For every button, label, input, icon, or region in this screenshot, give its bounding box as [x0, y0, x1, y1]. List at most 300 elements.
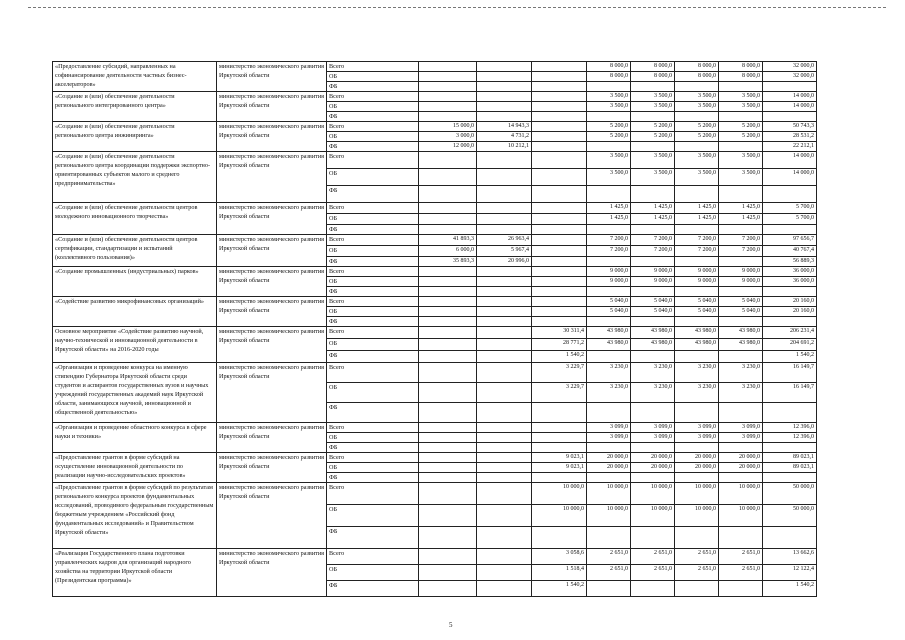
amount-cell	[675, 581, 719, 597]
measure-name: «Создание и (или) обеспечение деятельности регионального центра инжиниринга»	[53, 122, 217, 152]
amount-cell	[675, 351, 719, 363]
amount-cell	[532, 203, 587, 214]
amount-cell: 50 000,0	[763, 505, 817, 527]
funding-source: ФБ	[327, 257, 419, 267]
amount-cell	[631, 351, 675, 363]
amount-cell: 7 200,0	[631, 235, 675, 246]
executor-cell: министерство экономического развития Иркутской области	[217, 297, 327, 327]
table-row	[53, 122, 817, 132]
amount-cell: 8 000,0	[719, 62, 763, 72]
funding-source: ОБ	[327, 246, 419, 257]
amount-cell: 6 000,0	[419, 246, 477, 257]
amount-cell: 3 500,0	[587, 102, 631, 112]
amount-cell	[532, 169, 587, 186]
amount-cell: 50 743,3	[763, 122, 817, 132]
amount-cell: 8 000,0	[631, 72, 675, 82]
amount-cell: 10 000,0	[631, 483, 675, 505]
amount-cell	[477, 383, 532, 403]
funding-source: ОБ	[327, 214, 419, 225]
amount-cell	[419, 317, 477, 327]
funding-source: ОБ	[327, 72, 419, 82]
amount-cell	[419, 423, 477, 433]
amount-cell: 9 023,1	[532, 453, 587, 463]
amount-cell	[719, 473, 763, 483]
amount-cell: 1 540,2	[763, 581, 817, 597]
amount-cell	[532, 473, 587, 483]
amount-cell	[587, 257, 631, 267]
amount-cell: 2 651,0	[675, 549, 719, 565]
amount-cell: 9 023,1	[532, 463, 587, 473]
amount-cell	[419, 277, 477, 287]
funding-source: Всего	[327, 297, 419, 307]
amount-cell	[532, 72, 587, 82]
amount-cell	[675, 317, 719, 327]
amount-cell: 43 980,0	[631, 327, 675, 339]
amount-cell: 8 000,0	[587, 62, 631, 72]
funding-source: ФБ	[327, 527, 419, 549]
executor-cell: министерство экономического развития Иркутской области	[217, 122, 327, 152]
measure-name: «Создание и (или) обеспечение деятельности регионального центра координации поддержки экспортно-ориентированных субъектов малого и среднего предпринимательства»	[53, 152, 217, 203]
funding-source: Всего	[327, 62, 419, 72]
executor-cell: министерство экономического развития Иркутской области	[217, 152, 327, 203]
amount-cell	[477, 72, 532, 82]
amount-cell	[631, 287, 675, 297]
amount-cell: 3 500,0	[719, 102, 763, 112]
amount-cell: 30 311,4	[532, 327, 587, 339]
amount-cell: 3 500,0	[631, 152, 675, 169]
amount-cell	[763, 443, 817, 453]
amount-cell: 1 425,0	[631, 203, 675, 214]
amount-cell: 43 980,0	[719, 327, 763, 339]
amount-cell	[419, 549, 477, 565]
amount-cell: 20 000,0	[631, 463, 675, 473]
table-row	[53, 203, 817, 214]
amount-cell: 1 425,0	[587, 214, 631, 225]
amount-cell: 3 500,0	[587, 169, 631, 186]
amount-cell: 3 500,0	[675, 92, 719, 102]
amount-cell	[532, 214, 587, 225]
amount-cell	[419, 72, 477, 82]
amount-cell	[477, 307, 532, 317]
amount-cell: 13 662,6	[763, 549, 817, 565]
funding-source: Всего	[327, 152, 419, 169]
executor-cell: министерство экономического развития Иркутской области	[217, 92, 327, 122]
amount-cell	[419, 307, 477, 317]
amount-cell	[477, 82, 532, 92]
amount-cell	[477, 483, 532, 505]
amount-cell	[477, 423, 532, 433]
amount-cell: 3 099,0	[675, 423, 719, 433]
amount-cell: 36 000,0	[763, 267, 817, 277]
amount-cell	[719, 225, 763, 235]
table-row	[53, 267, 817, 277]
amount-cell: 3 229,7	[532, 363, 587, 383]
amount-cell: 1 425,0	[587, 203, 631, 214]
amount-cell	[631, 473, 675, 483]
amount-cell	[587, 142, 631, 152]
amount-cell: 10 000,0	[675, 483, 719, 505]
amount-cell: 3 229,7	[532, 383, 587, 403]
funding-source: ФБ	[327, 82, 419, 92]
amount-cell: 20 000,0	[587, 463, 631, 473]
amount-cell: 14 000,0	[763, 169, 817, 186]
amount-cell	[532, 112, 587, 122]
amount-cell: 20 000,0	[675, 453, 719, 463]
amount-cell	[419, 327, 477, 339]
funding-source: ФБ	[327, 443, 419, 453]
amount-cell	[631, 581, 675, 597]
amount-cell	[532, 307, 587, 317]
amount-cell: 4 731,2	[477, 132, 532, 142]
amount-cell	[631, 317, 675, 327]
amount-cell	[532, 297, 587, 307]
amount-cell: 5 967,4	[477, 246, 532, 257]
amount-cell	[419, 443, 477, 453]
amount-cell	[532, 82, 587, 92]
measure-name: «Создание и (или) обеспечение деятельности регионального интегрированного центра»	[53, 92, 217, 122]
amount-cell: 1 425,0	[719, 203, 763, 214]
amount-cell: 43 980,0	[675, 327, 719, 339]
amount-cell	[675, 112, 719, 122]
page-number: 5	[449, 621, 453, 629]
amount-cell: 5 040,0	[719, 307, 763, 317]
amount-cell	[419, 297, 477, 307]
amount-cell	[675, 82, 719, 92]
amount-cell	[419, 152, 477, 169]
amount-cell	[532, 287, 587, 297]
amount-cell	[477, 203, 532, 214]
amount-cell	[477, 297, 532, 307]
amount-cell: 7 200,0	[631, 246, 675, 257]
amount-cell: 7 200,0	[719, 246, 763, 257]
amount-cell: 8 000,0	[675, 72, 719, 82]
funding-source: Всего	[327, 363, 419, 383]
amount-cell	[532, 235, 587, 246]
amount-cell	[419, 62, 477, 72]
amount-cell: 10 000,0	[719, 505, 763, 527]
funding-source: ФБ	[327, 581, 419, 597]
executor-cell: министерство экономического развития Иркутской области	[217, 549, 327, 597]
measure-name: «Реализация Государственного плана подготовки управленческих кадров для организаций народного хозяйства на территории Иркутской области (Президентская программа)»	[53, 549, 217, 597]
amount-cell: 3 230,0	[587, 383, 631, 403]
amount-cell: 26 963,4	[477, 235, 532, 246]
amount-cell	[477, 277, 532, 287]
amount-cell	[419, 112, 477, 122]
executor-cell: министерство экономического развития Иркутской области	[217, 235, 327, 267]
executor-cell: министерство экономического развития Иркутской области	[217, 62, 327, 92]
amount-cell: 41 893,3	[419, 235, 477, 246]
amount-cell	[763, 317, 817, 327]
measure-name: «Предоставление грантов в форме субсидий по результатам регионального конкурса проектов фундаментальных исследований, проводимого федеральным государственным бюджетным учреждением «Российский фонд фундаментальных исследований» и Правительством Иркутской области»	[53, 483, 217, 549]
amount-cell	[631, 443, 675, 453]
amount-cell	[419, 82, 477, 92]
amount-cell	[419, 483, 477, 505]
funding-source: ФБ	[327, 186, 419, 203]
amount-cell: 5 040,0	[675, 297, 719, 307]
amount-cell	[719, 287, 763, 297]
amount-cell	[477, 186, 532, 203]
table-row	[53, 363, 817, 383]
amount-cell: 5 040,0	[675, 307, 719, 317]
table-row	[53, 235, 817, 246]
funding-source: Всего	[327, 423, 419, 433]
amount-cell	[477, 433, 532, 443]
amount-cell: 20 000,0	[631, 453, 675, 463]
amount-cell	[587, 581, 631, 597]
amount-cell: 43 980,0	[587, 327, 631, 339]
amount-cell	[763, 473, 817, 483]
funding-source: ФБ	[327, 287, 419, 297]
amount-cell	[419, 505, 477, 527]
amount-cell: 20 000,0	[587, 453, 631, 463]
amount-cell	[532, 102, 587, 112]
funding-source: ОБ	[327, 463, 419, 473]
amount-cell: 16 149,7	[763, 363, 817, 383]
funding-source: ОБ	[327, 339, 419, 351]
funding-source: Всего	[327, 235, 419, 246]
measure-name: «Предоставление субсидий, направленных на софинансирование деятельности частных бизнес-акселераторов»	[53, 62, 217, 92]
amount-cell: 1 425,0	[675, 214, 719, 225]
amount-cell	[675, 403, 719, 423]
amount-cell	[419, 267, 477, 277]
amount-cell	[532, 433, 587, 443]
amount-cell: 9 000,0	[719, 277, 763, 287]
amount-cell: 9 000,0	[675, 277, 719, 287]
funding-source: ОБ	[327, 565, 419, 581]
measure-name: «Содействие развитию микрофинансовых организаций»	[53, 297, 217, 327]
amount-cell	[587, 225, 631, 235]
funding-source: ОБ	[327, 169, 419, 186]
amount-cell	[477, 549, 532, 565]
amount-cell: 3 500,0	[719, 152, 763, 169]
amount-cell: 22 212,1	[763, 142, 817, 152]
amount-cell: 7 200,0	[675, 235, 719, 246]
amount-cell: 1 540,2	[763, 351, 817, 363]
amount-cell	[419, 433, 477, 443]
funding-source: ФБ	[327, 112, 419, 122]
amount-cell	[763, 403, 817, 423]
amount-cell	[719, 112, 763, 122]
amount-cell: 36 000,0	[763, 277, 817, 287]
amount-cell	[477, 327, 532, 339]
amount-cell	[532, 142, 587, 152]
amount-cell	[763, 186, 817, 203]
amount-cell: 5 200,0	[719, 122, 763, 132]
amount-cell	[477, 214, 532, 225]
amount-cell: 14 000,0	[763, 92, 817, 102]
amount-cell: 12 000,0	[419, 142, 477, 152]
amount-cell: 14 943,3	[477, 122, 532, 132]
amount-cell: 5 700,0	[763, 214, 817, 225]
amount-cell: 2 651,0	[719, 549, 763, 565]
amount-cell	[587, 186, 631, 203]
amount-cell	[587, 82, 631, 92]
amount-cell: 8 000,0	[719, 72, 763, 82]
amount-cell	[675, 287, 719, 297]
funding-source: Всего	[327, 203, 419, 214]
amount-cell: 3 230,0	[719, 383, 763, 403]
funding-source: Всего	[327, 549, 419, 565]
executor-cell: министерство экономического развития Иркутской области	[217, 363, 327, 423]
amount-cell	[419, 383, 477, 403]
amount-cell: 35 893,3	[419, 257, 477, 267]
amount-cell	[419, 186, 477, 203]
amount-cell: 20 000,0	[719, 453, 763, 463]
amount-cell	[631, 82, 675, 92]
table-row	[53, 297, 817, 307]
amount-cell: 12 396,0	[763, 423, 817, 433]
funding-source: ФБ	[327, 473, 419, 483]
amount-cell: 3 500,0	[631, 92, 675, 102]
amount-cell: 2 651,0	[587, 565, 631, 581]
amount-cell: 5 200,0	[587, 132, 631, 142]
amount-cell: 3 099,0	[719, 433, 763, 443]
amount-cell: 56 889,3	[763, 257, 817, 267]
amount-cell	[477, 267, 532, 277]
amount-cell	[419, 287, 477, 297]
amount-cell	[477, 581, 532, 597]
amount-cell	[477, 169, 532, 186]
amount-cell	[719, 443, 763, 453]
amount-cell: 5 700,0	[763, 203, 817, 214]
amount-cell	[763, 112, 817, 122]
amount-cell: 2 651,0	[631, 565, 675, 581]
amount-cell: 3 500,0	[675, 102, 719, 112]
amount-cell	[675, 257, 719, 267]
amount-cell: 15 000,0	[419, 122, 477, 132]
funding-source: ФБ	[327, 142, 419, 152]
amount-cell: 3 230,0	[675, 363, 719, 383]
amount-cell: 43 980,0	[719, 339, 763, 351]
amount-cell	[675, 443, 719, 453]
amount-cell	[532, 527, 587, 549]
amount-cell: 14 000,0	[763, 152, 817, 169]
amount-cell: 2 651,0	[675, 565, 719, 581]
amount-cell	[532, 403, 587, 423]
amount-cell: 43 980,0	[587, 339, 631, 351]
amount-cell	[631, 225, 675, 235]
amount-cell	[763, 225, 817, 235]
amount-cell	[477, 505, 532, 527]
measure-name: «Организация и проведение конкурса на именную стипендию Губернатора Иркутской области среди студентов и аспирантов государственных вузов и научных учреждений государственных академий наук Иркутской области, занимающихся научной, инновационной и общественной деятельностью»	[53, 363, 217, 423]
funding-source: ОБ	[327, 307, 419, 317]
table-row	[53, 62, 817, 72]
amount-cell: 5 040,0	[587, 297, 631, 307]
amount-cell: 3 230,0	[675, 383, 719, 403]
amount-cell: 3 099,0	[631, 423, 675, 433]
amount-cell	[631, 142, 675, 152]
amount-cell: 7 200,0	[587, 246, 631, 257]
measure-name: «Организация и проведение областного конкурса в сфере науки и техники»	[53, 423, 217, 453]
amount-cell: 5 200,0	[675, 122, 719, 132]
amount-cell: 20 000,0	[675, 463, 719, 473]
amount-cell	[532, 152, 587, 169]
amount-cell: 5 040,0	[587, 307, 631, 317]
amount-cell	[419, 453, 477, 463]
funding-source: Всего	[327, 327, 419, 339]
funding-source: Всего	[327, 267, 419, 277]
amount-cell	[719, 257, 763, 267]
amount-cell: 9 000,0	[631, 277, 675, 287]
funding-source: Всего	[327, 122, 419, 132]
amount-cell	[631, 257, 675, 267]
amount-cell: 32 000,0	[763, 62, 817, 72]
amount-cell: 14 000,0	[763, 102, 817, 112]
amount-cell: 204 691,2	[763, 339, 817, 351]
funding-source: Всего	[327, 483, 419, 505]
amount-cell: 10 000,0	[631, 505, 675, 527]
amount-cell: 1 425,0	[631, 214, 675, 225]
amount-cell: 20 996,0	[477, 257, 532, 267]
amount-cell: 89 023,1	[763, 453, 817, 463]
amount-cell	[675, 225, 719, 235]
amount-cell	[719, 581, 763, 597]
amount-cell: 43 980,0	[631, 339, 675, 351]
amount-cell: 50 000,0	[763, 483, 817, 505]
amount-cell: 3 500,0	[719, 169, 763, 186]
amount-cell: 7 200,0	[587, 235, 631, 246]
measure-name: «Предоставление грантов в форме субсидий на осуществление инновационной деятельности по реализации научно-исследовательских проектов»	[53, 453, 217, 483]
amount-cell	[419, 403, 477, 423]
amount-cell: 5 200,0	[719, 132, 763, 142]
amount-cell	[675, 186, 719, 203]
amount-cell	[477, 565, 532, 581]
amount-cell: 12 122,4	[763, 565, 817, 581]
amount-cell	[587, 527, 631, 549]
amount-cell: 10 212,1	[477, 142, 532, 152]
amount-cell: 2 651,0	[719, 565, 763, 581]
amount-cell	[587, 287, 631, 297]
executor-cell: министерство экономического развития Иркутской области	[217, 453, 327, 483]
amount-cell	[587, 351, 631, 363]
amount-cell	[532, 122, 587, 132]
amount-cell	[419, 92, 477, 102]
amount-cell	[532, 423, 587, 433]
amount-cell: 20 160,0	[763, 297, 817, 307]
amount-cell	[587, 317, 631, 327]
amount-cell	[477, 102, 532, 112]
amount-cell: 1 425,0	[675, 203, 719, 214]
measure-name: «Создание и (или) обеспечение деятельности центров молодежного инновационного творчества»	[53, 203, 217, 235]
executor-cell: министерство экономического развития Иркутской области	[217, 267, 327, 297]
amount-cell	[719, 317, 763, 327]
amount-cell: 3 500,0	[587, 92, 631, 102]
budget-table	[52, 61, 817, 597]
amount-cell: 9 000,0	[587, 267, 631, 277]
table-row	[53, 92, 817, 102]
amount-cell: 16 149,7	[763, 383, 817, 403]
amount-cell: 3 500,0	[587, 152, 631, 169]
funding-source: Всего	[327, 92, 419, 102]
amount-cell	[419, 565, 477, 581]
amount-cell	[719, 527, 763, 549]
amount-cell	[419, 527, 477, 549]
amount-cell	[477, 363, 532, 383]
amount-cell: 9 000,0	[587, 277, 631, 287]
amount-cell	[631, 112, 675, 122]
funding-source: ОБ	[327, 102, 419, 112]
amount-cell	[631, 527, 675, 549]
amount-cell	[419, 102, 477, 112]
funding-source: Всего	[327, 453, 419, 463]
amount-cell: 3 500,0	[719, 92, 763, 102]
amount-cell	[419, 463, 477, 473]
table-row	[53, 423, 817, 433]
executor-cell: министерство экономического развития Иркутской области	[217, 423, 327, 453]
amount-cell	[419, 351, 477, 363]
amount-cell	[477, 403, 532, 423]
funding-source: ОБ	[327, 505, 419, 527]
